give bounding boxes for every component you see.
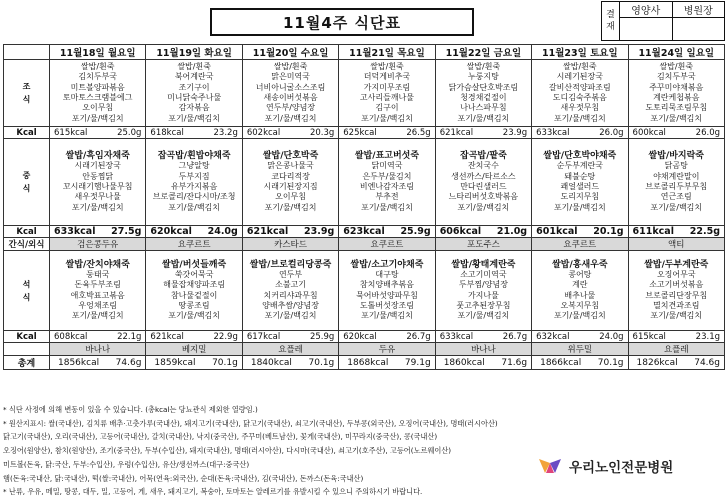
dinner-row [4, 251, 725, 331]
menu-item: 오이무침 [275, 192, 307, 202]
menu-item: 시래기된장지짐 [263, 182, 318, 191]
total-cell [532, 356, 628, 370]
protein-value: 26.0g [599, 127, 624, 138]
menu-item: 포기/물/백김치 [361, 202, 413, 212]
kcal-cell [532, 127, 628, 139]
menu-item: 쌀밥/흰죽 [563, 62, 597, 72]
protein-value: 21.0g [496, 226, 528, 237]
protein-value: 25.9g [309, 331, 335, 342]
approval-sign-director [672, 18, 725, 41]
menu-item: 유부가지볶음 [170, 182, 218, 191]
menu-item: 주꾸미야채볶음 [649, 82, 704, 92]
menu-item: 누룽지탕 [467, 72, 499, 82]
snack-cell: 요플레 [628, 343, 724, 356]
snack-label [4, 343, 50, 356]
protein-value: 24.0g [599, 331, 624, 342]
menu-item: 닭미역국 [371, 161, 403, 171]
menu-item: 도톨버섯장조림 [359, 300, 415, 310]
menu-item: 미트볼양파볶음 [70, 82, 125, 92]
breakfast-cell [628, 60, 724, 127]
approval-box [601, 1, 725, 41]
menu-item: 잔치국수 [467, 161, 499, 171]
snack-row [4, 238, 725, 251]
menu-item: 포기/물/백김치 [650, 113, 703, 123]
kcal-cell [435, 127, 531, 139]
kcal-value: 601kcal [536, 226, 578, 237]
menu-item: 연두부 [278, 269, 303, 279]
kcal-value: 621kcal [246, 226, 289, 237]
day-header: 11월24일 일요일 [628, 45, 724, 60]
day-header-row [4, 45, 725, 60]
kcal-cell [339, 127, 435, 139]
breakfast-cell [50, 60, 146, 127]
menu-item: 오이무침 [82, 103, 114, 113]
protein-value: 22.5g [689, 226, 720, 237]
menu-item: 새우젓무나물 [74, 192, 121, 202]
menu-item: 쌀밥/표고버섯죽 [354, 151, 420, 162]
kcal-cell [50, 226, 146, 238]
menu-item: 쌀밥/흑임자채죽 [65, 151, 130, 162]
menu-item: 도리지무침 [560, 192, 600, 202]
menu-item: 미니닭숙주나물 [167, 93, 222, 102]
menu-item: 참치양배추볶음 [359, 280, 415, 290]
snack-cell: 검은콩두유 [50, 238, 146, 251]
kcal-cell [435, 226, 531, 238]
hospital-logo [537, 455, 673, 477]
total-kcal: 1866kcal [540, 357, 582, 368]
menu-item: 애호박표고볶음 [70, 290, 125, 300]
hospital-name: 우리노인전문병원 [569, 460, 674, 476]
dinner-cell [532, 251, 628, 331]
menu-item: 포기/물/백김치 [457, 202, 510, 212]
snack-cell: 바나나 [50, 343, 146, 356]
lunch-cell [50, 139, 146, 226]
menu-item: 새송이버섯볶음 [263, 93, 318, 102]
day-header: 11월21일 목요일 [339, 45, 435, 60]
hospital-logo-icon [537, 455, 563, 477]
kcal-value: 621kcal [439, 127, 474, 138]
breakfast-cell [435, 60, 531, 127]
menu-item: 계란케첩볶음 [653, 93, 700, 102]
menu-item: 연두부/양념장 [266, 103, 316, 113]
note-line: * 식단 사정에 의해 변동이 있을 수 있습니다. (총kcal는 당뇨관식 제외한 열량임.) [3, 405, 258, 414]
menu-item: 쌀밥/흰죽 [80, 62, 115, 72]
kcal-value: 611kcal [632, 226, 674, 237]
kcal-value: 633kcal [439, 331, 474, 342]
snack-cell: 요쿠르트 [146, 238, 242, 251]
menu-item: 포기/물/백김치 [168, 113, 221, 123]
kcal-cell [339, 331, 435, 343]
day-header: 11월18일 월요일 [50, 45, 146, 60]
snack-cell: 두유 [339, 343, 435, 356]
kcal-cell [146, 226, 242, 238]
menu-item: 대구탕 [375, 269, 399, 279]
menu-item: 가지미무조림 [363, 82, 411, 92]
kcal-value: 633kcal [536, 127, 570, 138]
page-title: 11월4주 식단표 [210, 8, 474, 36]
menu-item: 포기/물/백김치 [264, 113, 317, 123]
protein-value: 23.1g [695, 331, 720, 342]
day-header: 11월22일 금요일 [435, 45, 531, 60]
note-line: 햄(돈육:국내산, 닭:국내산), 떡(쌀:국내산), 어묵(연육:외국산), 순대(돈육:국내산), 김(국내산), 돈까스(돈육:국내산) [3, 473, 364, 483]
approval-sign-dietitian [620, 18, 673, 41]
menu-item: 쌀밥/브로컬리당콩죽 [249, 259, 332, 270]
menu-item: 포기/물/백김치 [553, 113, 606, 123]
total-kcal: 1859kcal [154, 357, 196, 368]
menu-item: 갈비산적양파조림 [548, 82, 611, 92]
breakfast-cell [242, 60, 338, 127]
dinner-cell [242, 251, 338, 331]
menu-item: 더덕게비추국 [363, 72, 411, 82]
menu-item: 닭가슴살단호박조림 [448, 82, 519, 92]
menu-item: 조기구이 [178, 82, 210, 92]
dinner-cell [435, 251, 531, 331]
menu-item: 포기/물/백김치 [264, 202, 317, 212]
menu-item: 포기/물/백김치 [553, 202, 606, 212]
kcal-value: 602kcal [246, 127, 281, 138]
snack-cell: 액티 [628, 238, 724, 251]
dinner-cell [50, 251, 146, 331]
snack-cell: 요플레 [242, 343, 338, 356]
menu-item: 쌀밥/홍새우죽 [552, 259, 608, 270]
menu-item: 포기/물/백김치 [168, 202, 221, 212]
kcal-value: 623kcal [343, 226, 385, 237]
menu-item: 우엉채조림 [78, 300, 118, 310]
total-cell [146, 356, 242, 370]
menu-item: 쌀밥/버섯들깨죽 [162, 259, 227, 270]
kcal-value: 632kcal [536, 331, 570, 342]
menu-item: 잡곡밥/팥죽 [460, 151, 507, 162]
lunch-cell [242, 139, 338, 226]
kcal-value: 615kcal [632, 331, 666, 342]
menu-item: 쌀밥/흰죽 [273, 62, 308, 72]
total-label: 총계 [4, 356, 50, 370]
menu-item: 묵어바섯양파무침 [356, 290, 418, 300]
menu-item: 그냥알탕 [178, 161, 210, 171]
kcal-cell [50, 127, 146, 139]
menu-item: 토마토스크램블에그 [62, 93, 133, 102]
menu-item: 포기/물/백김치 [71, 311, 124, 321]
protein-value: 24.0g [207, 226, 238, 237]
menu-item: 돼불순탕 [564, 171, 596, 181]
protein-value: 26.7g [502, 331, 528, 342]
menu-item: 새우젓무침 [560, 103, 600, 113]
menu-item: 소고기미역국 [460, 269, 507, 279]
total-protein: 70.1g [212, 357, 238, 368]
menu-item: 계란 [572, 280, 588, 290]
kcal-value: 633kcal [54, 226, 96, 237]
day-header: 11월19일 화요일 [146, 45, 242, 60]
total-protein: 71.6g [501, 357, 528, 368]
menu-item: 쑥갓어묵국 [174, 269, 214, 279]
snack-cell: 베지밀 [146, 343, 242, 356]
menu-item: 포기/물/백김치 [650, 311, 703, 321]
protein-value: 23.9g [304, 226, 335, 237]
total-protein: 74.6g [115, 357, 142, 368]
menu-item: 양배추쌈/양념장 [262, 300, 319, 310]
kcal-cell [50, 331, 146, 343]
menu-item: 참나물겉절이 [170, 290, 218, 300]
menu-item: 야채계란말이 [653, 171, 700, 181]
kcal-cell [339, 226, 435, 238]
menu-item: 포기/물/백김치 [168, 311, 221, 321]
breakfast-cell [532, 60, 628, 127]
kcal-value: 618kcal [150, 127, 184, 138]
kcal-cell [532, 226, 628, 238]
menu-item: 쌀밥/소고기야채죽 [350, 259, 424, 270]
menu-item: 김구이 [375, 103, 399, 113]
lunch-cell [532, 139, 628, 226]
kcal-cell [146, 127, 242, 139]
total-protein: 70.1g [308, 357, 335, 368]
approval-col-director: 병원장 [672, 2, 725, 18]
kcal-cell [242, 226, 338, 238]
menu-item: 배추나물 [564, 290, 596, 300]
total-cell [50, 356, 146, 370]
note-line: 미트볼(돈육, 닭:국산, 두부:수입산), 우렁(수입산), 유산/생선까스(대구:중국산) [3, 459, 250, 469]
dinner-cell [339, 251, 435, 331]
menu-item: 돈육두부조림 [74, 280, 121, 290]
notes-section [3, 403, 725, 499]
menu-item: 쌀밥/두부계란죽 [644, 259, 709, 270]
day-header: 11월20일 수요일 [242, 45, 338, 60]
menu-item: 두부지짐 [178, 171, 210, 181]
menu-item: 브로콜리두부무침 [645, 182, 708, 191]
menu-item: 풋고추된장무침 [456, 300, 511, 310]
menu-item: 쌀밥/단호박죽 [262, 151, 319, 162]
lunch-cell [628, 139, 724, 226]
menu-item: 포기/물/백김치 [553, 311, 606, 321]
snack-cell: 바나나 [435, 343, 531, 356]
protein-value: 26.0g [695, 127, 720, 138]
dinner-kcal-row [4, 331, 725, 343]
breakfast-cell [146, 60, 242, 127]
menu-item: 쌀밥/흰죽 [659, 62, 694, 72]
lunch-cell [435, 139, 531, 226]
menu-item: 맑은미역국 [271, 72, 310, 82]
total-kcal: 1856kcal [58, 357, 100, 368]
protein-value: 25.9g [400, 226, 431, 237]
kcal-value: 600kcal [632, 127, 666, 138]
kcal-cell [628, 226, 724, 238]
menu-item: 맑은콩나물국 [267, 161, 314, 171]
menu-item: 부추전 [375, 192, 399, 202]
protein-value: 22.1g [117, 331, 142, 342]
lunch-kcal-row [4, 226, 725, 238]
menu-item: 시레기된장국 [556, 72, 603, 82]
kcal-value: 608kcal [54, 331, 88, 342]
lunch-row [4, 139, 725, 226]
menu-item: 둥태국 [86, 269, 110, 279]
protein-value: 20.1g [593, 226, 624, 237]
menu-item: 쌀밥/흰죽 [177, 62, 211, 72]
protein-value: 20.3g [309, 127, 335, 138]
meal-label-dinner: 석 식 [4, 251, 50, 331]
approval-label: 결재 [602, 2, 620, 41]
menu-item: 안동찜닭 [82, 171, 114, 181]
kcal-cell [146, 331, 242, 343]
menu-item: 포기/물/백김치 [457, 311, 510, 321]
total-cell [435, 356, 531, 370]
menu-table [3, 44, 725, 370]
menu-item: 포기/물/백김치 [71, 202, 124, 212]
menu-item: 쌀밥/흰죽 [370, 62, 404, 72]
menu-item: 포기/물/백김치 [361, 113, 413, 123]
kcal-value: 621kcal [150, 331, 184, 342]
menu-item: 쾌얼샐러드 [560, 182, 600, 191]
menu-item: 포기/물/백김치 [361, 311, 413, 321]
kcal-cell [628, 331, 724, 343]
meal-label-lunch: 중 식 [4, 139, 50, 226]
menu-item: 김치두부국 [78, 72, 118, 82]
kcal-cell [532, 331, 628, 343]
menu-item: 브로콜리/잔다시마/조청 [152, 192, 236, 202]
menu-item: 시래기된장국 [74, 161, 121, 171]
kcal-cell [435, 331, 531, 343]
menu-item: 멸치견과조림 [653, 300, 700, 310]
breakfast-row [4, 60, 725, 127]
menu-item: 너비아니굴소스조림 [255, 82, 326, 92]
kcal-label: Kcal [4, 331, 50, 343]
note-line: 닭고기(국내산), 오리(국내산), 고등어(국내산), 갈치(국내산), 낙지(중국산), 주꾸미(베트남산), 꽃게(국내산), 미꾸라지(중국산), 콩(국내산) [3, 432, 438, 442]
menu-item: 청경채겉절이 [460, 93, 507, 102]
menu-item: 꼬시래기햄나물무침 [62, 182, 133, 191]
protein-value: 22.9g [213, 331, 238, 342]
total-protein: 70.1g [597, 357, 624, 368]
menu-item: 소불고기 [275, 280, 307, 290]
kcal-cell [242, 127, 338, 139]
menu-item: 나나스파무침 [460, 103, 507, 113]
protein-value: 23.2g [213, 127, 238, 138]
breakfast-cell [339, 60, 435, 127]
menu-item: 콩어탕 [568, 269, 592, 279]
menu-item: 포기/물/백김치 [264, 311, 317, 321]
note-line: * 원산지표시: 쌀(국내산), 김치류 배추·고춧가루(국내산), 돼지고기(국내산), 닭고기(국내산), 쇠고기(국내산), 두부콩(외국산), 오징어(국내산), 명태(러시아산) [3, 418, 498, 428]
note-line: * 난류, 우유, 메밀, 땅콩, 대두, 밀, 고등어, 게, 새우, 돼지고기, 복숭아, 토마토는 알레르기를 유발시킬 수 있으니 주의하시기 바랍니다. [3, 487, 423, 497]
menu-item: 은두부/물김치 [362, 171, 412, 181]
menu-item: 닭곰탕 [664, 161, 688, 171]
menu-item: 쌀밥/바지락죽 [648, 151, 704, 162]
corner-cell [4, 45, 50, 60]
menu-item: 오복지무침 [560, 300, 600, 310]
menu-item: 치커리샤과무침 [263, 290, 318, 300]
menu-item: 생선까스/타르소스 [451, 171, 516, 181]
total-cell [242, 356, 338, 370]
menu-item: 김치두부국 [656, 72, 696, 82]
menu-item: 도디김숙주볶음 [552, 93, 607, 102]
menu-item: 포기/물/백김치 [71, 113, 124, 123]
menu-item: 가지나물 [467, 290, 499, 300]
menu-item: 잡곡밥/흰밥야채죽 [157, 151, 231, 162]
menu-item: 북어계란국 [174, 72, 214, 82]
lunch-cell [339, 139, 435, 226]
protein-value: 25.0g [117, 127, 142, 138]
menu-item: 쌀밥/흰죽 [466, 62, 501, 72]
meal-label-breakfast: 조 식 [4, 60, 50, 127]
approval-col-dietitian: 영양사 [620, 2, 673, 18]
menu-item: 순두부계란국 [556, 161, 603, 171]
menu-item: 소고기버섯볶음 [649, 280, 704, 290]
menu-item: 오징어무국 [656, 269, 696, 279]
day-header: 11월23일 토요일 [532, 45, 628, 60]
kcal-cell [628, 127, 724, 139]
menu-item: 해물잡채양파조림 [163, 280, 226, 290]
kcal-cell [242, 331, 338, 343]
menu-item: 쌀밥/잔치야채죽 [65, 259, 130, 270]
kcal-label: Kcal [4, 226, 50, 238]
protein-value: 26.5g [406, 127, 431, 138]
menu-item: 비엔나감자조림 [359, 182, 415, 191]
kcal-value: 625kcal [343, 127, 377, 138]
snack-cell: 포도주스 [435, 238, 531, 251]
kcal-label: Kcal [4, 127, 50, 139]
protein-value: 27.5g [111, 226, 142, 237]
snack-cell: 요쿠르트 [532, 238, 628, 251]
total-kcal: 1840kcal [250, 357, 292, 368]
menu-item: 두부찜/양념장 [458, 280, 508, 290]
breakfast-kcal-row [4, 127, 725, 139]
menu-item: 만다린샐러드 [460, 182, 507, 191]
menu-item: 쌀밥/황태계란죽 [451, 259, 516, 270]
menu-item: 쌀밥/단호박야채죽 [543, 151, 617, 162]
kcal-value: 615kcal [54, 127, 88, 138]
note-line: 오징어(원양산), 참치(원양산), 조기(중국산), 두부(수입산), 돼지(국내산), 명태(러시아산), 다시마(국내산), 쇠고기(호주산), 고등어(노르웨이산) [3, 446, 452, 456]
menu-item: 브로콜리단장무침 [645, 290, 708, 300]
total-protein: 79.1g [404, 357, 431, 368]
snack-cell: 카스타드 [242, 238, 338, 251]
total-protein: 74.6g [694, 357, 720, 368]
kcal-value: 620kcal [150, 226, 192, 237]
total-cell [339, 356, 435, 370]
total-row [4, 356, 725, 370]
menu-item: 땅콩조림 [178, 300, 210, 310]
menu-item: 코다리적장 [271, 171, 310, 181]
menu-item: 느타리버섯호박볶음 [448, 192, 519, 202]
protein-value: 23.9g [502, 127, 528, 138]
menu-item: 도토리묵조림무침 [645, 103, 708, 113]
kcal-value: 620kcal [343, 331, 377, 342]
lunch-cell [146, 139, 242, 226]
dinner-cell [146, 251, 242, 331]
total-cell [628, 356, 724, 370]
dinner-snack-row [4, 343, 725, 356]
snack-label: 간식/외식 [4, 238, 50, 251]
kcal-value: 617kcal [246, 331, 281, 342]
menu-item: 감자볶음 [178, 103, 210, 113]
kcal-value: 606kcal [439, 226, 482, 237]
menu-item: 고사리들깨나물 [359, 93, 415, 102]
menu-item: 포기/물/백김치 [457, 113, 510, 123]
total-kcal: 1868kcal [347, 357, 389, 368]
protein-value: 26.7g [406, 331, 431, 342]
snack-cell: 요쿠르트 [339, 238, 435, 251]
dinner-cell [628, 251, 724, 331]
menu-item: 연근조림 [660, 192, 692, 202]
menu-item: 포기/물/백김치 [650, 202, 703, 212]
total-kcal: 1860kcal [443, 357, 485, 368]
snack-cell: 위두밀 [532, 343, 628, 356]
total-kcal: 1826kcal [636, 357, 678, 368]
